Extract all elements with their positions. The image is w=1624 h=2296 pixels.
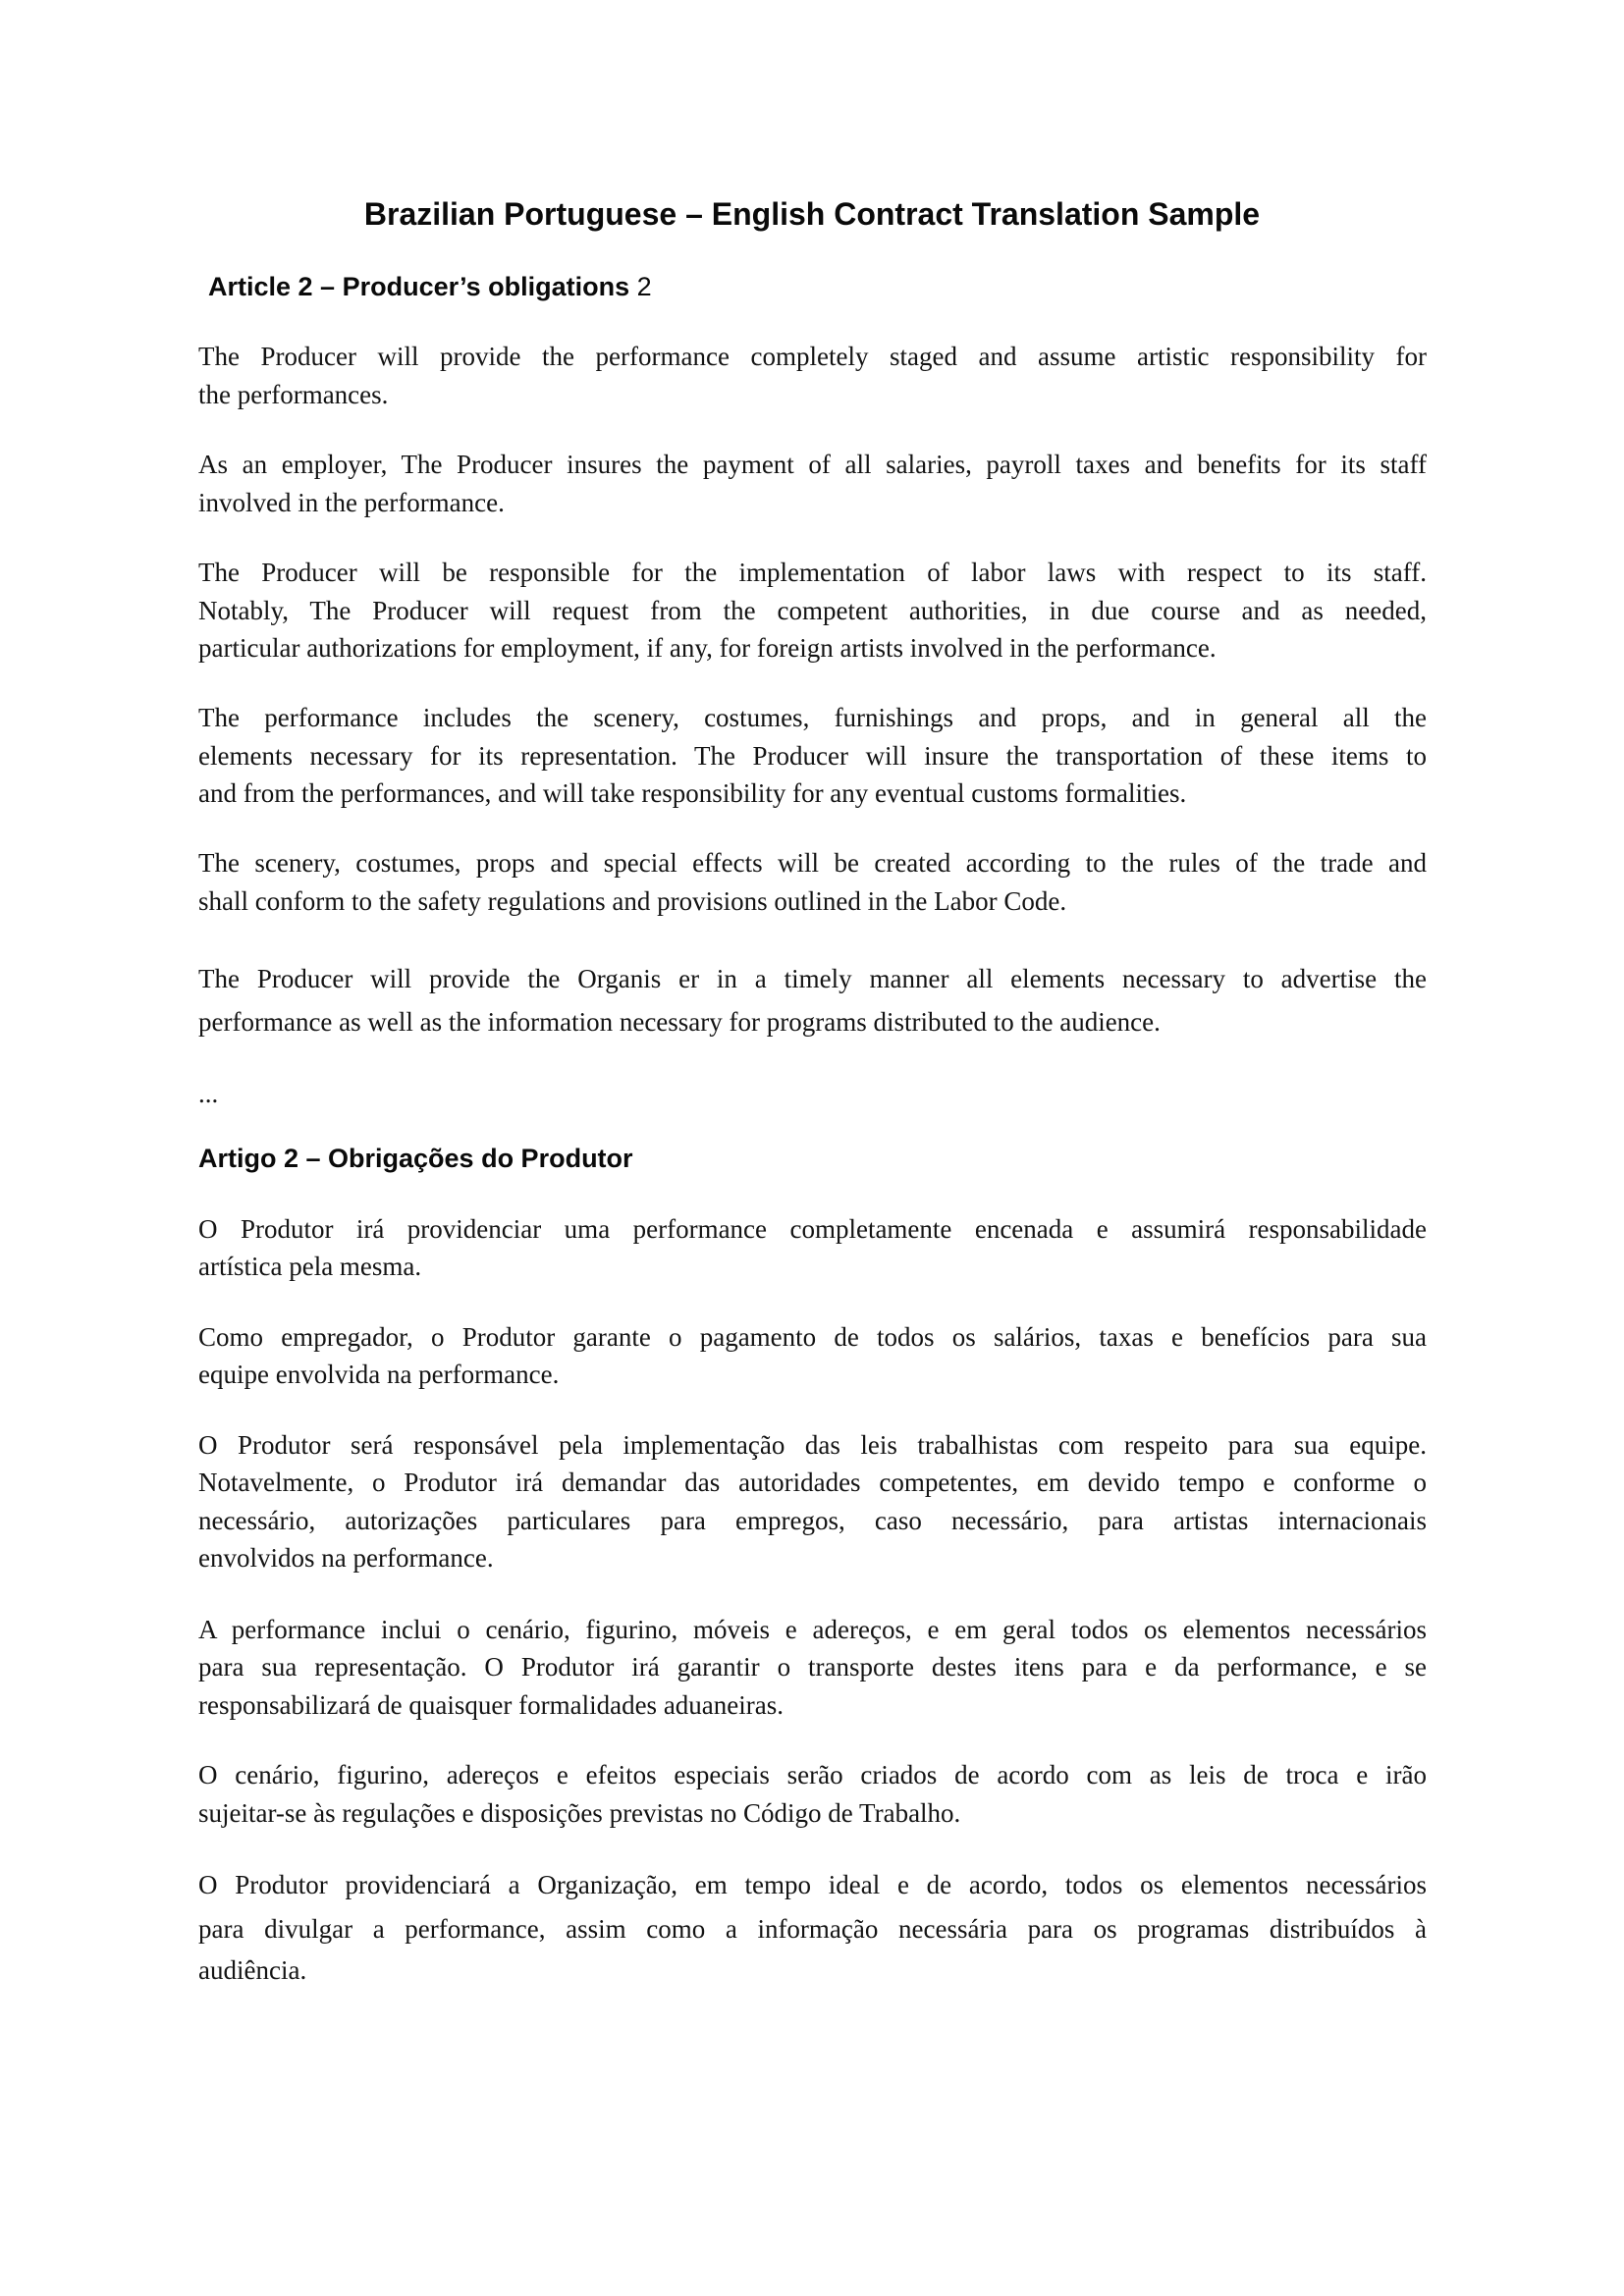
text-line: O Produtor irá providenciar uma performance completamente encenada e assumirá responsabilidade [198,1214,1427,1244]
text-line: artística pela mesma. [198,1252,422,1281]
document-title: Brazilian Portuguese – English Contract Translation Sample [363,196,1261,232]
text-line: and from the performances, and will take responsibility for any eventual customs formalities. [198,778,1187,808]
text-line: the performances. [198,380,389,409]
text-line: The Producer will provide the performance completely staged and assume artistic responsibility for [198,342,1427,371]
heading-suffix: 2 [636,272,652,301]
text-line: Notavelmente, o Produtor irá demandar das autoridades competentes, em devido tempo e conforme o [198,1468,1427,1497]
text-line: The performance includes the scenery, costumes, furnishings and props, and in general all the [198,703,1427,732]
section-heading-english [208,272,652,301]
text-line: particular authorizations for employment, if any, for foreign artists involved in the performance. [198,633,1217,663]
text-line: equipe envolvida na performance. [198,1360,560,1389]
text-line: O Produtor providenciará a Organização, em tempo ideal e de acordo, todos os elementos necessários [198,1870,1427,1899]
text-line: The Producer will provide the Organis er in a timely manner all elements necessary to advertise the [198,964,1427,993]
text-line: The Producer will be responsible for the implementation of labor laws with respect to its staff. [198,558,1427,587]
text-line: audiência. [198,1955,307,1985]
text-line: elements necessary for its representation. The Producer will insure the transportation of these items to [198,741,1427,771]
heading-text: Article 2 – Producer’s obligations [208,272,630,301]
text-line: shall conform to the safety regulations and provisions outlined in the Labor Code. [198,886,1067,916]
text-line: responsabilizará de quaisquer formalidades aduaneiras. [198,1690,785,1720]
text-line: involved in the performance. [198,488,505,517]
text-line: para divulgar a performance, assim como a informação necessária para os programas distribuídos à [198,1914,1427,1944]
text-line: sujeitar-se às regulações e disposições previstas no Código de Trabalho. [198,1798,961,1828]
omission-ellipsis: ... [198,1079,219,1108]
text-line: O Produtor será responsável pela implementação das leis trabalhistas com respeito para sua equipe. [198,1430,1427,1460]
text-line: necessário, autorizações particulares para empregos, caso necessário, para artistas internacionais [198,1506,1427,1535]
text-line: performance as well as the information necessary for programs distributed to the audience. [198,1007,1161,1037]
text-line: The scenery, costumes, props and special effects will be created according to the rules of the trade and [198,848,1427,878]
text-line: O cenário, figurino, adereços e efeitos especiais serão criados de acordo com as leis de troca e irão [198,1760,1427,1789]
text-line: envolvidos na performance. [198,1543,494,1573]
text-line: As an employer, The Producer insures the payment of all salaries, payroll taxes and benefits for its staff [198,450,1427,479]
text-line: para sua representação. O Produtor irá garantir o transporte destes itens para e da performance, e se [198,1652,1427,1682]
text-line: Notably, The Producer will request from the competent authorities, in due course and as needed, [198,596,1427,625]
section-heading-portuguese: Artigo 2 – Obrigações do Produtor [198,1144,633,1173]
text-line: Como empregador, o Produtor garante o pagamento de todos os salários, taxas e benefícios para sua [198,1322,1427,1352]
text-line: A performance inclui o cenário, figurino, móveis e adereços, e em geral todos os elementos necessários [198,1615,1427,1644]
